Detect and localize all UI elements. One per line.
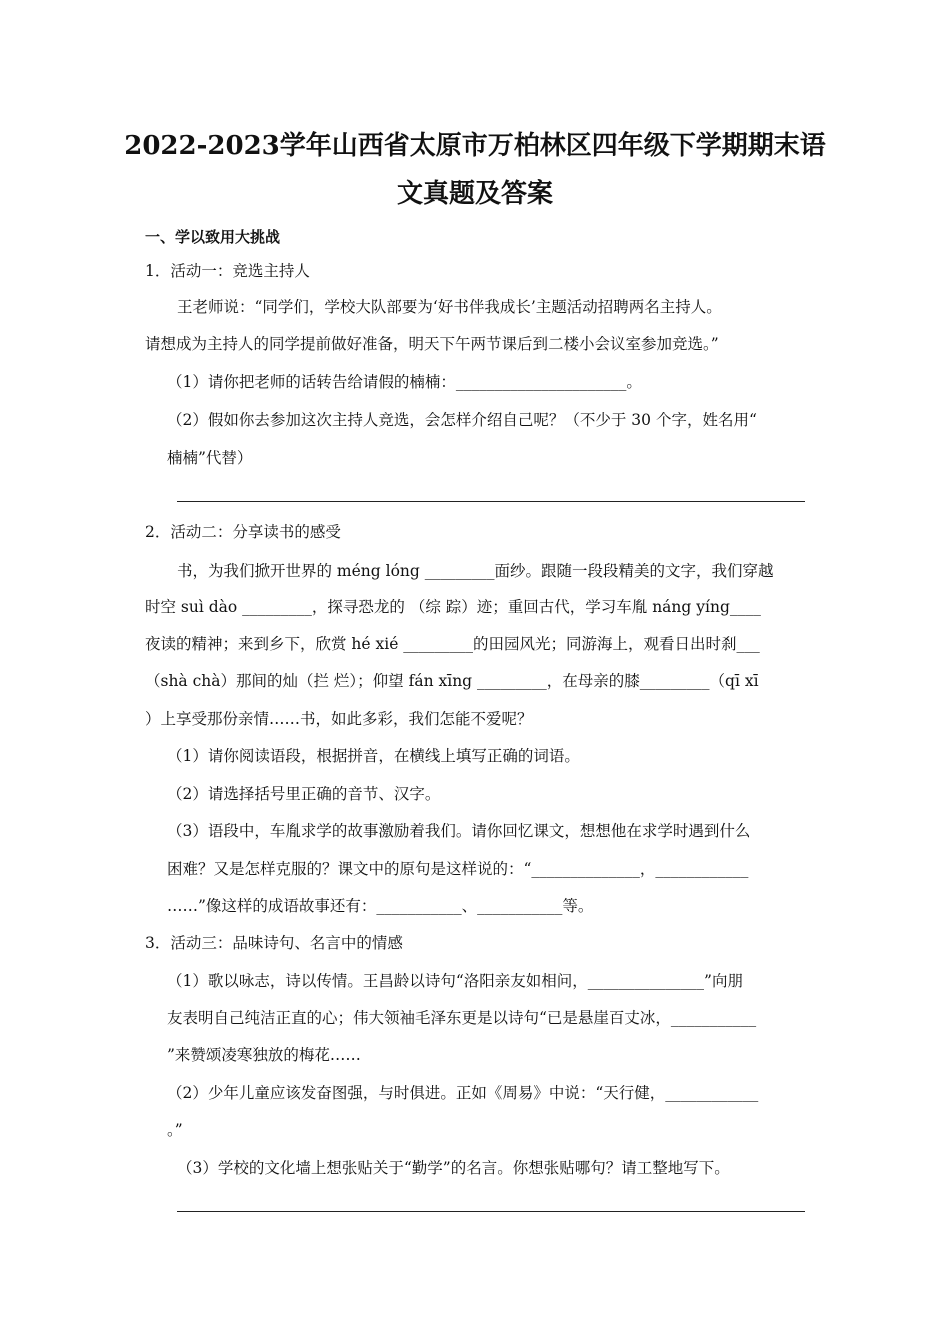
document-title-line-2: 文真题及答案 <box>396 179 553 209</box>
q2-subquestion-3-cont: ……”像这样的成语故事还有：___________、___________等。 <box>167 897 594 915</box>
q1-subquestion-1: （1）请你把老师的话转告给请假的楠楠：______________________。 <box>167 373 642 391</box>
q2-subquestion-2: （2）请选择括号里正确的音节、汉字。 <box>167 785 441 803</box>
q3-subquestion-1-cont: 友表明自己纯洁正直的心；伟大领袖毛泽东更是以诗句“已是悬崖百丈冰，___________ <box>167 1009 757 1027</box>
q1-paragraph-line: 请想成为主持人的同学提前做好准备，明天下午两节课后到二楼小会议室参加竞选。” <box>145 335 719 353</box>
q3-heading: 3．活动三：品味诗句、名言中的情感 <box>145 934 403 952</box>
q3-subquestion-1-cont: ”来赞颂凌寒独放的梅花…… <box>167 1046 361 1064</box>
q1-paragraph-line: 王老师说：“同学们，学校大队部要为‘好书伴我成长’主题活动招聘两名主持人。 <box>177 298 722 316</box>
q3-answer-line[interactable] <box>177 1211 805 1212</box>
q1-heading: 1．活动一：竞选主持人 <box>145 262 310 280</box>
q2-heading: 2．活动二：分享读书的感受 <box>145 523 341 541</box>
q2-paragraph-line: 夜读的精神；来到乡下，欣赏 hé xié _________的田园风光；同游海上，观看日出时刹___ <box>145 635 760 653</box>
q2-paragraph-line: 时空 suì dào _________，探寻恐龙的 （综 踪）迹；重回古代，学习车胤 náng yíng____ <box>145 598 761 616</box>
q2-subquestion-1: （1）请你阅读语段，根据拼音，在横线上填写正确的词语。 <box>167 747 580 765</box>
section-heading: 一、学以致用大挑战 <box>145 228 281 246</box>
q1-subquestion-2: （2）假如你去参加这次主持人竞选，会怎样介绍自己呢？（不少于 30 个字，姓名用“ <box>167 411 757 429</box>
q3-subquestion-2: （2）少年儿童应该发奋图强，与时俱进。正如《周易》中说：“天行健，____________ <box>167 1084 759 1102</box>
q3-subquestion-3: （3）学校的文化墙上想张贴关于“勤学”的名言。你想张贴哪句？请工整地写下。 <box>177 1159 730 1177</box>
q1-subquestion-2-cont: 楠楠”代替） <box>167 449 253 467</box>
q3-subquestion-1: （1）歌以咏志，诗以传情。王昌龄以诗句“洛阳亲友如相问，_______________”向朋 <box>167 972 743 990</box>
q2-paragraph-line: ）上享受那份亲情……书，如此多彩，我们怎能不爱呢？ <box>145 710 533 728</box>
q1-answer-line[interactable] <box>177 501 805 502</box>
q2-paragraph-line: 书，为我们掀开世界的 méng lóng _________面纱。跟随一段段精美的文字，我们穿越 <box>177 562 774 580</box>
q2-subquestion-3: （3）语段中，车胤求学的故事激励着我们。请你回忆课文，想想他在求学时遇到什么 <box>167 822 751 840</box>
document-title-line-1: 2022-2023学年山西省太原市万柏林区四年级下学期期末语 <box>124 131 826 161</box>
q2-paragraph-line: （shà chà）那间的灿（拦 烂）；仰望 fán xīng _________，在母亲的膝_________（qī xī <box>145 672 759 690</box>
q2-subquestion-3-cont: 困难？又是怎样克服的？课文中的原句是这样说的：“______________，____________ <box>167 860 749 878</box>
q3-subquestion-2-cont: 。” <box>167 1121 183 1139</box>
